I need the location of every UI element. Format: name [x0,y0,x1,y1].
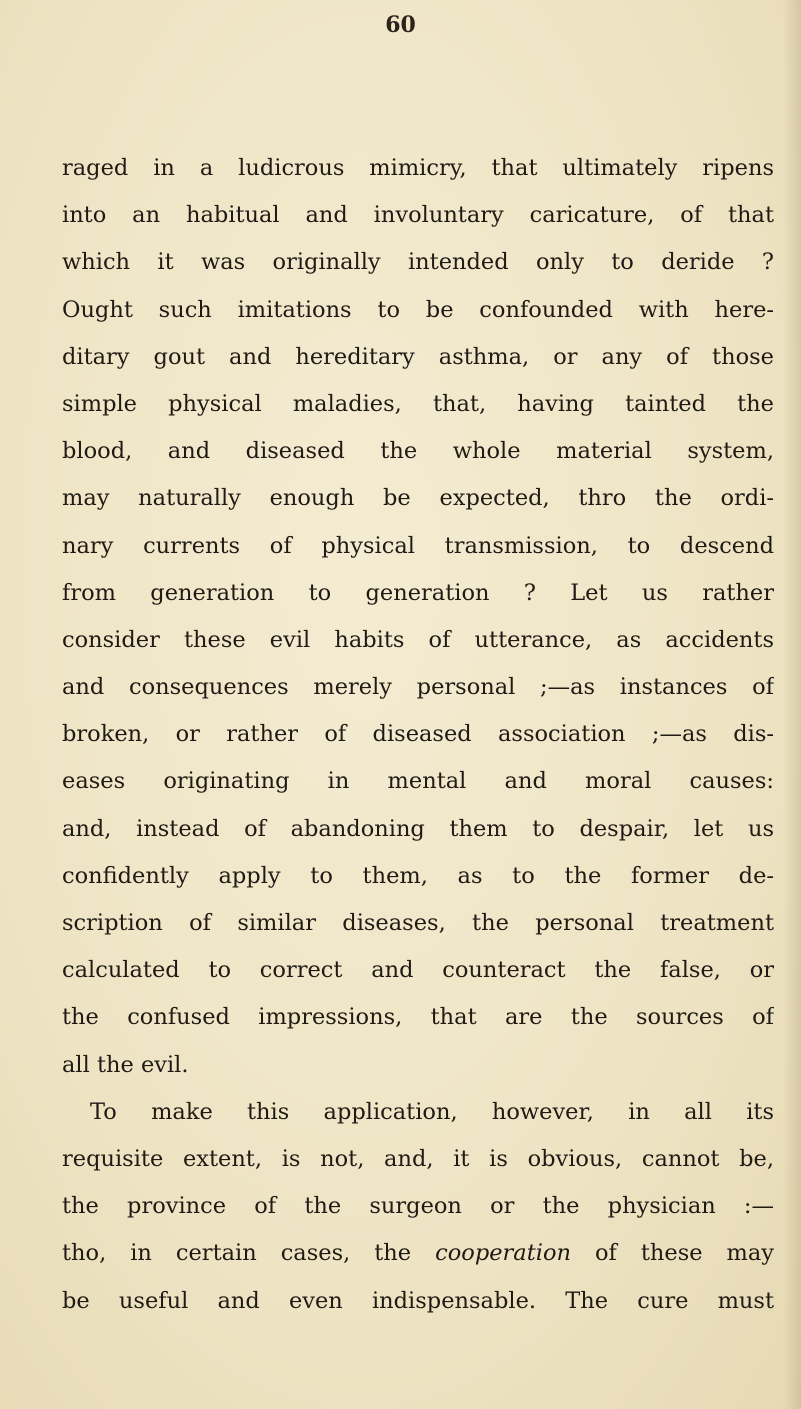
text-line: confidently apply to them, as to the former de- [62,862,774,889]
text-line: calculated to correct and counteract the false, or [62,957,774,984]
text-line: into an habitual and involuntary caricature, of that [62,202,774,229]
text-line: and consequences merely personal ;—as instances of [62,674,774,701]
text-line: blood, and diseased the whole material system, [62,438,774,465]
page-edge-shadow [783,0,801,1409]
text-line: raged in a ludicrous mimicry, that ultimately ripens [62,155,774,181]
text-line: and, instead of abandoning them to despair, let us [62,815,774,842]
text-line: nary currents of physical transmission, to descend [62,532,774,559]
page-number: 60 [385,12,416,38]
text-line: the province of the surgeon or the physician :— [62,1193,774,1220]
text-line: may naturally enough be expected, thro the ordi- [62,485,774,512]
text-line: from generation to generation ? Let us rather [62,579,774,606]
text-line: Ought such imitations to be confounded with here- [62,296,774,323]
text-line: broken, or rather of diseased association ;—as dis- [62,721,774,748]
text-line: ditary gout and hereditary asthma, or any of those [62,343,774,370]
text-line: To make this application, however, in all its [90,1098,774,1125]
body-text [62,145,774,1325]
text-line: scription of similar diseases, the personal treatment [62,910,774,936]
emphasized-word: cooperation [435,1240,571,1267]
text-line-with-emphasis [62,1230,774,1277]
text-line: which it was originally intended only to deride ? [62,249,774,276]
text-line: consider these evil habits of utterance, as accidents [62,626,774,653]
text-line: all the evil. [62,1051,189,1078]
text-line: eases originating in mental and moral causes: [62,768,774,795]
text-line: the confused impressions, that are the sources of [62,1004,774,1031]
text-line: requisite extent, is not, and, it is obvious, cannot be, [62,1145,774,1172]
text-line: be useful and even indispensable. The cure must [62,1287,774,1314]
text-line: simple physical maladies, that, having tainted the [62,390,774,417]
text-segment: of these may [594,1240,774,1267]
text-segment: tho, in certain cases, the [62,1240,412,1267]
